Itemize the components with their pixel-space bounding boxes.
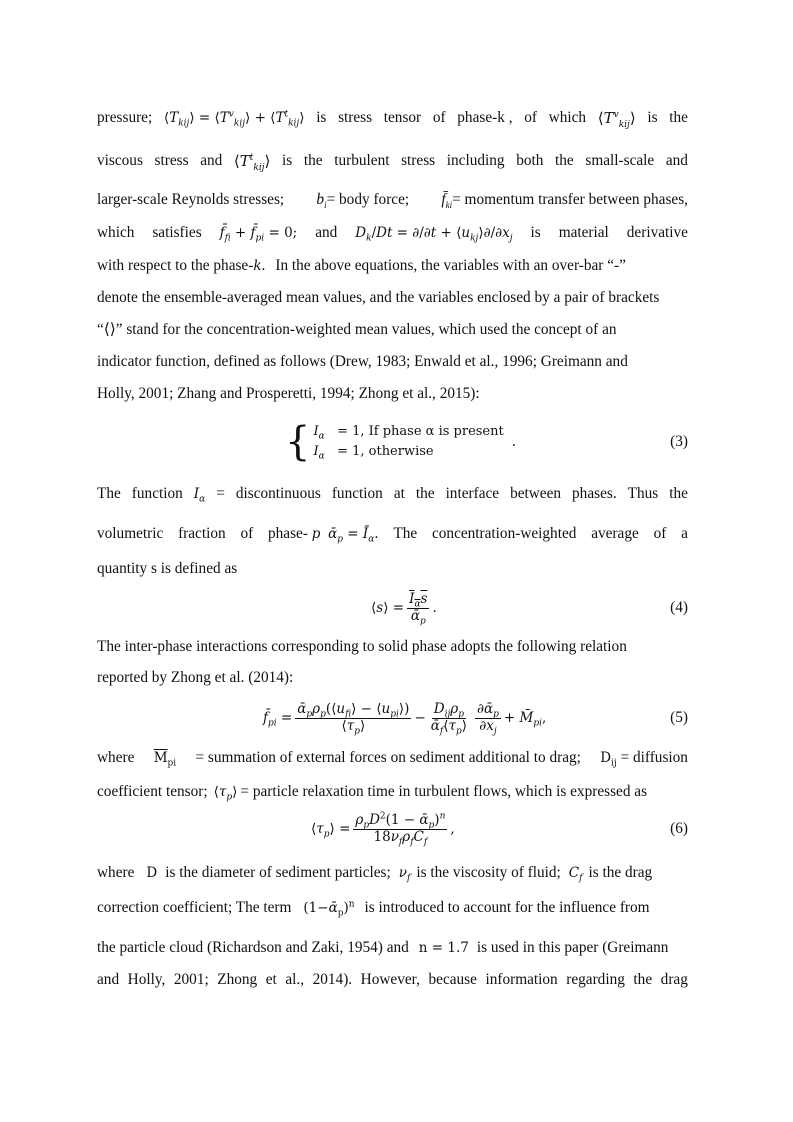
math-M-pi: $\overline{M}_{pi}$ xyxy=(153,750,177,769)
math-viscous-tensor: $⟨T^v_{kij}⟩$ xyxy=(597,109,636,130)
text-line: quantity s is defined as xyxy=(97,560,238,577)
text-segment: = body force; xyxy=(326,191,410,208)
math-stress-tensor: $⟨T_{kij}⟩$ = $⟨T^v_{kij}⟩$ + $⟨T^t_{kij}⟩$ xyxy=(163,109,305,129)
equation-number: (6) xyxy=(670,820,688,837)
word: volumetric xyxy=(97,525,164,542)
word: al., xyxy=(285,971,305,988)
text-line: where D is the diameter of sediment particles; $\nu_f$ is the viscosity of fluid; $C_f$ is the drag xyxy=(97,860,688,886)
word: and xyxy=(315,224,338,241)
text-line: the particle cloud (Richardson and Zaki, 1954) and n = 1.7 is used in this paper (Greimann xyxy=(97,935,688,961)
word: satisfies xyxy=(152,224,202,241)
word: Thus xyxy=(627,485,659,502)
word: stress xyxy=(338,109,373,126)
word: small-scale xyxy=(585,152,655,169)
word: is xyxy=(316,109,327,126)
equation-number: (4) xyxy=(670,599,688,616)
text-segment: = summation of external forces on sediment additional to drag; xyxy=(195,749,581,766)
word: derivative xyxy=(626,224,688,241)
word: However, xyxy=(360,971,420,988)
text-segment: is the drag xyxy=(588,864,653,881)
word: phases. xyxy=(572,485,617,502)
text-segment: . xyxy=(261,257,266,274)
word: is xyxy=(530,224,541,241)
word: The xyxy=(393,525,418,542)
word: at xyxy=(393,485,405,502)
word: et xyxy=(265,971,277,988)
word: where xyxy=(97,749,135,766)
word: the xyxy=(633,971,653,988)
case-1: = 1, If phase α is present xyxy=(337,424,504,439)
word: tensor xyxy=(383,109,422,126)
text-segment: is the viscosity of fluid; xyxy=(416,864,561,881)
word: and xyxy=(665,152,688,169)
word: average xyxy=(591,525,639,542)
text-line: coefficient tensor; $⟨\tau_p⟩$ = particle relaxation time in turbulent flows, which is expressed as xyxy=(97,779,688,805)
word: fraction xyxy=(178,525,226,542)
word: stress xyxy=(154,152,189,169)
word: which xyxy=(97,224,135,241)
word: and xyxy=(200,152,223,169)
text-segment: where xyxy=(97,864,135,881)
word: interface xyxy=(445,485,500,502)
text-segment: larger-scale Reynolds stresses; xyxy=(97,191,285,208)
text-line: correction coefficient; The term (1−ᾱ$_p$)$^n$ is introduced to account for the influence from xyxy=(97,895,688,921)
text-segment: is introduced to account for the influence from xyxy=(364,899,650,916)
math-force-balance: $f̄_{fi}$ + $f̄_{pi} = 0$; xyxy=(219,225,298,244)
text-line xyxy=(97,105,688,131)
math-I-alpha: $I_\alpha$ xyxy=(193,486,206,505)
text-line: Holly, 2001; Zhang and Prosperetti, 1994; Zhong et al., 2015): xyxy=(97,385,480,402)
text-segment: is used in this paper (Greimann xyxy=(476,939,669,956)
text-line xyxy=(97,220,688,246)
word: phase- xyxy=(268,525,308,542)
equation-6: $⟨\tau_p⟩$ = $\frac{\rho_pD^2(1 - ᾱ_p)^n}{18\nu_f\rho_fC_f}$ , (6) xyxy=(97,809,688,849)
word: pressure; xyxy=(97,109,153,126)
word: the xyxy=(555,152,574,169)
text-line xyxy=(97,148,688,174)
text-line: reported by Zhong et al. (2014): xyxy=(97,669,294,686)
word: and xyxy=(97,971,120,988)
word: Holly, xyxy=(127,971,166,988)
word: of xyxy=(432,109,446,126)
equation-5: $f̄_{pi}$ = $\frac{ᾱ_p\rho_p(⟨u_{fi}⟩ - ⟨u_{pi}⟩)}{⟨\tau_p⟩}$ − $\frac{D_{ij}\rho_p}{ᾱ_f⟨\tau_p⟩}$ $\frac{\partial ᾱ_p}{\partial x_j}$ + $M̄_{pi}$, (5) xyxy=(97,698,688,738)
word: function xyxy=(331,485,383,502)
text-segment: In the above equations, the variables with an over-bar “-” xyxy=(275,257,626,274)
text-line: indicator function, defined as follows (Drew, 1983; Enwald et al., 1996; Greimann and xyxy=(97,353,628,370)
word: of xyxy=(653,525,667,542)
word: concentration-weighted xyxy=(431,525,577,542)
case-2: = 1, otherwise xyxy=(337,444,434,459)
word: = xyxy=(216,485,225,502)
word: turbulent xyxy=(334,152,390,169)
text-line: volumetric fraction of phase- p ᾱ$_p$ = $Ī_\alpha$. The concentration-weighted average of a xyxy=(97,521,688,547)
text-line: where $\overline{M}_{pi}$ = summation of external forces on sediment additional to drag; $D_{ij}$ = diffusion xyxy=(97,745,688,771)
word: material xyxy=(558,224,609,241)
word: regarding xyxy=(566,971,625,988)
text-line: The inter-phase interactions corresponding to solid phase adopts the following relation xyxy=(97,638,627,655)
math-material-derivative: $D_k/Dt = \partial/\partial t$ + $⟨u_{kj}⟩\partial/\partial x_j$ xyxy=(355,225,513,244)
word: information xyxy=(485,971,558,988)
word: k , xyxy=(497,109,513,126)
word: viscous xyxy=(97,152,143,169)
math-turbulent-tensor: $⟨T^t_{kij}⟩$ xyxy=(233,152,271,173)
word: the xyxy=(669,485,688,502)
word: Zhong xyxy=(217,971,258,988)
word: the xyxy=(415,485,435,502)
equation-3: { $I_\alpha$ = 1, If phase α is present $I_\alpha$ = 1, otherwise . (3) xyxy=(285,419,688,465)
word: 2001; xyxy=(173,971,209,988)
word: 2014). xyxy=(312,971,353,988)
word: The xyxy=(97,485,121,502)
text-line xyxy=(97,481,688,507)
text-segment: with respect to the phase- xyxy=(97,257,254,274)
word: the xyxy=(669,109,688,126)
word: function xyxy=(131,485,183,502)
word: because xyxy=(428,971,477,988)
equation-4: ⟨s⟩ = $\frac{I_\alpha s}{ᾱ_p}$ . (4) xyxy=(97,588,688,628)
text-segment: is the diameter of sediment particles; xyxy=(165,864,391,881)
word: discontinuous xyxy=(235,485,321,502)
word: of xyxy=(524,109,537,126)
text-segment: the particle cloud (Richardson and Zaki, 1954) and xyxy=(97,939,409,956)
math-k: k xyxy=(253,258,262,274)
word: a xyxy=(681,525,688,542)
text-line: denote the ensemble-averaged mean values, and the variables enclosed by a pair of brackets xyxy=(97,289,660,306)
word: both xyxy=(516,152,544,169)
word: phase- xyxy=(457,109,498,126)
word: the xyxy=(303,152,323,169)
text-segment: correction coefficient; The term xyxy=(97,899,292,916)
text-segment: = diffusion xyxy=(620,749,688,766)
word: of xyxy=(240,525,254,542)
text-segment: coefficient tensor; xyxy=(97,783,208,800)
equation-number: (5) xyxy=(670,709,688,726)
text-segment: = momentum transfer between phases, xyxy=(452,191,688,208)
left-brace: { xyxy=(285,419,311,465)
word: drag xyxy=(660,971,688,988)
word: is xyxy=(282,152,293,169)
text-segment: = particle relaxation time in turbulent flows, which is expressed as xyxy=(240,783,648,800)
word: between xyxy=(510,485,562,502)
text-line xyxy=(97,253,688,279)
word: including xyxy=(446,152,505,169)
text-line: “⟨⟩” stand for the concentration-weighted mean values, which used the concept of an xyxy=(97,321,617,338)
word: which xyxy=(548,109,587,126)
word: stress xyxy=(401,152,436,169)
text-line: larger-scale Reynolds stresses; $b_i=$ body force; $f̄_{ki}=$ momentum transfer between phases, xyxy=(97,187,688,213)
word: is xyxy=(647,109,658,126)
text-line xyxy=(97,967,688,993)
equation-number: (3) xyxy=(670,433,688,450)
